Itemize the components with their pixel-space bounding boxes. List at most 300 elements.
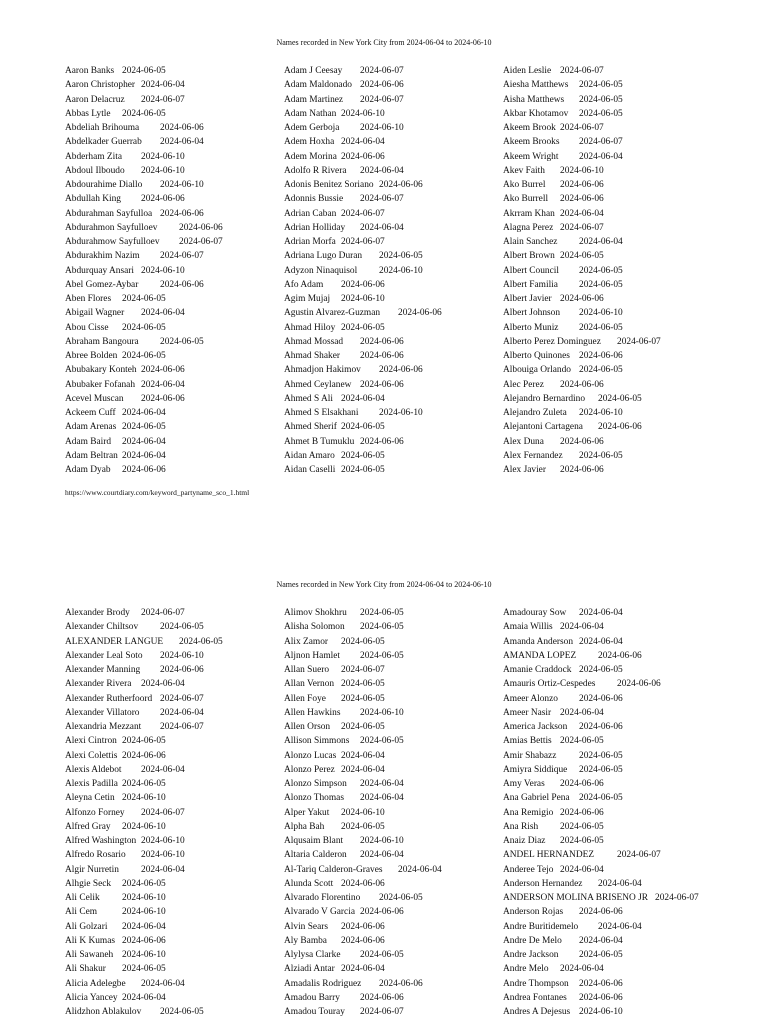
- record-date: 2024-06-10: [560, 165, 604, 176]
- name-entry: [503, 891, 721, 905]
- record-date: 2024-06-05: [360, 608, 404, 618]
- record-date: 2024-06-06: [360, 379, 404, 390]
- name-entry: [65, 378, 283, 392]
- person-name: Aaron Banks: [65, 66, 115, 76]
- person-name: Akev Faith: [503, 165, 545, 176]
- name-entry: [65, 877, 283, 891]
- name-entry: [65, 606, 283, 620]
- record-date: 2024-06-07: [560, 66, 604, 76]
- person-name: Adrian Holliday: [284, 222, 346, 233]
- person-name: Adyzon Ninaquisol: [284, 265, 358, 276]
- person-name: Albouiga Orlando: [503, 365, 571, 376]
- names-column-2: [284, 606, 502, 1019]
- record-date: 2024-06-04: [579, 636, 623, 647]
- record-date: 2024-06-04: [141, 308, 185, 319]
- person-name: Amadalis Rodriguez: [284, 978, 362, 989]
- person-name: Alexander Villatoro: [65, 707, 140, 718]
- person-name: Albert Javier: [503, 294, 552, 304]
- name-entry: [503, 278, 721, 292]
- name-entry: [503, 164, 721, 178]
- person-name: Amanie Craddock: [503, 665, 572, 675]
- name-entry: [65, 777, 283, 791]
- record-date: 2024-06-06: [579, 978, 623, 989]
- record-date: 2024-06-04: [341, 964, 385, 975]
- name-entry: [503, 93, 721, 107]
- record-date: 2024-06-06: [360, 907, 404, 918]
- record-date: 2024-06-06: [179, 222, 223, 233]
- name-entry: [284, 606, 502, 620]
- record-date: 2024-06-05: [122, 779, 166, 789]
- record-date: 2024-06-06: [141, 393, 185, 404]
- record-date: 2024-06-04: [341, 764, 385, 775]
- name-entry: [284, 178, 502, 192]
- person-name: Albert Council: [503, 265, 559, 276]
- record-date: 2024-06-04: [122, 436, 166, 447]
- record-date: 2024-06-05: [579, 108, 623, 119]
- record-date: 2024-06-04: [360, 165, 404, 176]
- person-name: Alonzo Lucas: [284, 750, 337, 761]
- name-entry: [65, 64, 283, 78]
- name-entry: [503, 292, 721, 306]
- name-entry: [65, 834, 283, 848]
- person-name: Al-Tariq Calderon-Graves: [284, 864, 383, 875]
- record-date: 2024-06-06: [360, 80, 404, 91]
- person-name: AMANDA LOPEZ: [503, 650, 577, 661]
- record-date: 2024-06-06: [341, 279, 385, 290]
- person-name: Ahmed Sherif: [284, 422, 337, 433]
- record-date: 2024-06-07: [655, 893, 699, 903]
- person-name: Alfonzo Forney: [65, 807, 125, 818]
- name-entry: [284, 93, 502, 107]
- record-date: 2024-06-05: [579, 450, 623, 461]
- record-date: 2024-06-06: [360, 351, 404, 361]
- person-name: Ackeem Cuff: [65, 408, 116, 418]
- record-date: 2024-06-07: [160, 693, 204, 704]
- record-date: 2024-06-04: [141, 379, 185, 390]
- page-title: Names recorded in New York City from 2024-06-04 to 2024-06-10: [276, 580, 492, 589]
- person-name: Alix Zamor: [284, 636, 329, 647]
- name-entry: [284, 620, 502, 634]
- name-entry: [503, 948, 721, 962]
- record-date: 2024-06-05: [360, 950, 404, 960]
- names-column-3: [503, 606, 721, 1019]
- person-name: Alagna Perez: [503, 222, 554, 233]
- person-name: Alain Sanchez: [503, 237, 558, 247]
- record-date: 2024-06-04: [360, 779, 404, 789]
- record-date: 2024-06-10: [341, 807, 385, 818]
- name-entry: [503, 663, 721, 677]
- name-entry: [503, 463, 721, 477]
- record-date: 2024-06-07: [179, 237, 223, 247]
- name-entry: [503, 791, 721, 805]
- record-date: 2024-06-04: [122, 992, 166, 1003]
- record-date: 2024-06-05: [341, 465, 385, 475]
- person-name: Adam Nathan: [284, 108, 337, 119]
- record-date: 2024-06-07: [160, 722, 204, 732]
- record-date: 2024-06-06: [579, 907, 623, 918]
- name-entry: [503, 64, 721, 78]
- record-date: 2024-06-05: [379, 251, 423, 262]
- person-name: Amauris Ortiz-Cespedes: [503, 679, 596, 690]
- person-name: Ana Rish: [503, 821, 539, 832]
- person-name: Abigail Wagner: [65, 308, 125, 319]
- record-date: 2024-06-05: [122, 736, 166, 747]
- person-name: Ali Sawaneh: [65, 950, 114, 960]
- person-name: Alexander Brody: [65, 608, 130, 618]
- record-date: 2024-06-10: [579, 1007, 623, 1017]
- person-name: Amir Shabazz: [503, 750, 557, 761]
- person-name: Alfred Washington: [65, 836, 137, 846]
- person-name: Ali Cem: [65, 907, 98, 918]
- person-name: Andre Buritidemelo: [503, 921, 579, 932]
- name-entry: [284, 321, 502, 335]
- names-column-1: [65, 64, 283, 477]
- name-entry: [65, 962, 283, 976]
- name-entry: [65, 763, 283, 777]
- record-date: 2024-06-05: [379, 893, 423, 903]
- person-name: Abubaker Fofanah: [65, 379, 136, 390]
- record-date: 2024-06-04: [141, 978, 185, 989]
- person-name: Aidan Caselli: [284, 465, 336, 475]
- person-name: Algir Nurretin: [65, 864, 119, 875]
- name-entry: [503, 920, 721, 934]
- person-name: Alejantoni Cartagena: [503, 422, 583, 433]
- name-entry: [65, 435, 283, 449]
- name-entry: [503, 178, 721, 192]
- name-entry: [503, 620, 721, 634]
- record-date: 2024-06-06: [579, 351, 623, 361]
- person-name: Abdurahmow Sayfulloev: [65, 237, 160, 247]
- name-entry: [284, 278, 502, 292]
- record-date: 2024-06-04: [360, 793, 404, 804]
- name-entry: [65, 891, 283, 905]
- record-date: 2024-06-05: [122, 964, 166, 975]
- record-date: 2024-06-04: [141, 764, 185, 775]
- name-entry: [65, 150, 283, 164]
- record-date: 2024-06-04: [560, 864, 604, 875]
- name-entry: [65, 934, 283, 948]
- record-date: 2024-06-06: [560, 436, 604, 447]
- person-name: Alexandria Mezzant: [65, 722, 142, 732]
- person-name: Adam Beltran: [65, 450, 118, 461]
- person-name: Aben Flores: [65, 294, 112, 304]
- name-entry: [503, 834, 721, 848]
- name-entry: [65, 948, 283, 962]
- record-date: 2024-06-05: [122, 422, 166, 433]
- person-name: Alylysa Clarke: [284, 950, 341, 960]
- person-name: Amanda Anderson: [503, 636, 574, 647]
- name-entry: [65, 720, 283, 734]
- record-date: 2024-06-06: [360, 336, 404, 347]
- record-date: 2024-06-05: [598, 393, 642, 404]
- record-date: 2024-06-06: [122, 935, 166, 946]
- name-entry: [503, 264, 721, 278]
- name-entry: [503, 435, 721, 449]
- record-date: 2024-06-06: [598, 650, 642, 661]
- person-name: Adrian Caban: [284, 208, 337, 219]
- name-entry: [284, 991, 502, 1005]
- person-name: Alexander Rivera: [65, 679, 132, 690]
- person-name: Ameer Nasir: [503, 707, 552, 718]
- record-date: 2024-06-04: [360, 222, 404, 233]
- record-date: 2024-06-05: [341, 679, 385, 690]
- record-date: 2024-06-10: [122, 821, 166, 832]
- name-entry: [503, 749, 721, 763]
- record-date: 2024-06-10: [141, 265, 185, 276]
- person-name: Adonnis Bussie: [284, 194, 344, 205]
- name-entry: [503, 392, 721, 406]
- name-entry: [503, 306, 721, 320]
- record-date: 2024-06-06: [160, 279, 204, 290]
- name-entry: [65, 321, 283, 335]
- record-date: 2024-06-05: [122, 322, 166, 333]
- name-entry: [65, 78, 283, 92]
- record-date: 2024-06-05: [560, 821, 604, 832]
- person-name: Alvarado V Garcia: [284, 907, 355, 918]
- record-date: 2024-06-06: [141, 365, 185, 376]
- record-date: 2024-06-06: [160, 123, 204, 133]
- person-name: Akbar Khotamov: [503, 108, 569, 119]
- name-entry: [284, 64, 502, 78]
- name-entry: [284, 905, 502, 919]
- person-name: Abdullah King: [65, 194, 121, 205]
- person-name: Alfredo Rosario: [65, 850, 126, 861]
- person-name: ANDERSON MOLINA BRISENO JR: [503, 893, 649, 903]
- name-entry: [503, 321, 721, 335]
- person-name: Andre Thompson: [503, 978, 569, 989]
- record-date: 2024-06-04: [141, 80, 185, 91]
- record-date: 2024-06-10: [122, 893, 166, 903]
- person-name: Alfred Gray: [65, 821, 111, 832]
- person-name: Abou Cisse: [65, 322, 109, 333]
- name-entry: [284, 249, 502, 263]
- record-date: 2024-06-06: [360, 992, 404, 1003]
- record-date: 2024-06-05: [122, 294, 166, 304]
- person-name: ANDEL HERNANDEZ: [503, 850, 595, 861]
- name-entry: [65, 863, 283, 877]
- record-date: 2024-06-10: [122, 950, 166, 960]
- name-entry: [65, 292, 283, 306]
- record-date: 2024-06-07: [560, 123, 604, 133]
- name-entry: [503, 720, 721, 734]
- name-entry: [503, 677, 721, 691]
- person-name: Anderson Rojas: [503, 907, 564, 918]
- record-date: 2024-06-05: [179, 636, 223, 647]
- record-date: 2024-06-05: [360, 736, 404, 747]
- person-name: Alexis Aldebot: [65, 764, 122, 775]
- person-name: Andre Jackson: [503, 950, 559, 960]
- name-entry: [503, 649, 721, 663]
- person-name: Alicia Yancey: [65, 992, 118, 1003]
- person-name: Albert Brown: [503, 251, 555, 262]
- person-name: Alpha Bah: [284, 821, 325, 832]
- person-name: Amias Bettis: [503, 736, 552, 747]
- record-date: 2024-06-10: [341, 294, 385, 304]
- record-date: 2024-06-10: [141, 165, 185, 176]
- name-entry: [65, 649, 283, 663]
- name-entry: [503, 734, 721, 748]
- person-name: Akrram Khan: [503, 208, 555, 219]
- record-date: 2024-06-06: [398, 308, 442, 319]
- name-entry: [284, 221, 502, 235]
- name-entry: [65, 192, 283, 206]
- record-date: 2024-06-05: [579, 950, 623, 960]
- person-name: Anderson Hernandez: [503, 878, 583, 889]
- record-date: 2024-06-06: [160, 665, 204, 675]
- person-name: Abdeliah Brihouma: [65, 123, 140, 133]
- record-date: 2024-06-05: [160, 622, 204, 633]
- record-date: 2024-06-04: [598, 921, 642, 932]
- person-name: Allan Suero: [284, 665, 330, 675]
- record-date: 2024-06-06: [560, 779, 604, 789]
- name-entry: [503, 135, 721, 149]
- name-entry: [503, 420, 721, 434]
- person-name: Allen Orson: [284, 722, 331, 732]
- record-date: 2024-06-04: [560, 707, 604, 718]
- person-name: Amadou Touray: [284, 1007, 345, 1017]
- record-date: 2024-06-06: [379, 365, 423, 376]
- person-name: Adrian Morfa: [284, 237, 336, 247]
- record-date: 2024-06-05: [122, 351, 166, 361]
- record-date: 2024-06-06: [617, 679, 661, 690]
- name-entry: [65, 93, 283, 107]
- name-entry: [65, 121, 283, 135]
- person-name: Afo Adam: [284, 279, 324, 290]
- record-date: 2024-06-06: [560, 294, 604, 304]
- name-entry: [284, 948, 502, 962]
- person-name: Adolfo R Rivera: [284, 165, 347, 176]
- person-name: Andres A Dejesus: [503, 1007, 571, 1017]
- source-url: https://www.courtdiary.com/keyword_partyname_sco_1.html: [65, 488, 250, 497]
- record-date: 2024-06-10: [341, 108, 385, 119]
- person-name: Alziadi Antar: [284, 964, 335, 975]
- person-name: Aaron Delacruz: [65, 94, 125, 105]
- name-entry: [503, 406, 721, 420]
- name-entry: [503, 777, 721, 791]
- person-name: Allen Foye: [284, 693, 326, 704]
- person-name: Adam Arenas: [65, 422, 117, 433]
- record-date: 2024-06-06: [379, 978, 423, 989]
- record-date: 2024-06-04: [398, 864, 442, 875]
- person-name: Albert Johnson: [503, 308, 561, 319]
- name-entry: [503, 207, 721, 221]
- name-entry: [503, 692, 721, 706]
- person-name: Alberto Perez Dominguez: [503, 336, 601, 347]
- person-name: Ameer Alonzo: [503, 693, 558, 704]
- record-date: 2024-06-05: [360, 650, 404, 661]
- person-name: Alejandro Zuleta: [503, 408, 567, 418]
- person-name: Albert Familia: [503, 279, 558, 290]
- record-date: 2024-06-07: [160, 251, 204, 262]
- person-name: Alejandro Bernardino: [503, 393, 586, 404]
- name-entry: [65, 706, 283, 720]
- person-name: Alexander Chiltsov: [65, 622, 139, 633]
- record-date: 2024-06-04: [341, 750, 385, 761]
- name-entry: [503, 335, 721, 349]
- person-name: Alonzo Thomas: [284, 793, 344, 804]
- record-date: 2024-06-10: [141, 151, 185, 162]
- record-date: 2024-06-07: [141, 94, 185, 105]
- person-name: Alec Perez: [503, 379, 544, 390]
- name-entry: [503, 905, 721, 919]
- name-entry: [65, 820, 283, 834]
- record-date: 2024-06-10: [579, 308, 623, 319]
- person-name: Abraham Bangoura: [65, 336, 139, 347]
- person-name: Acevel Muscan: [65, 393, 124, 404]
- record-date: 2024-06-07: [341, 237, 385, 247]
- name-entry: [284, 635, 502, 649]
- person-name: Andre De Melo: [503, 935, 562, 946]
- record-date: 2024-06-04: [560, 208, 604, 219]
- person-name: Allan Vernon: [284, 679, 335, 690]
- record-date: 2024-06-07: [617, 336, 661, 347]
- person-name: Alexander Manning: [65, 665, 141, 675]
- record-date: 2024-06-05: [579, 793, 623, 804]
- name-entry: [65, 164, 283, 178]
- person-name: America Jackson: [503, 722, 568, 732]
- name-entry: [65, 620, 283, 634]
- record-date: 2024-06-04: [160, 707, 204, 718]
- person-name: Akeem Wright: [503, 151, 559, 162]
- person-name: Alex Javier: [503, 465, 546, 475]
- person-name: Amaia Willis: [503, 622, 553, 633]
- name-entry: [503, 221, 721, 235]
- name-entry: [65, 905, 283, 919]
- person-name: Abdelkader Guerrab: [65, 137, 142, 148]
- record-date: 2024-06-07: [360, 1007, 404, 1017]
- name-entry: [65, 135, 283, 149]
- person-name: Alper Yakut: [284, 807, 330, 818]
- record-date: 2024-06-05: [360, 622, 404, 633]
- person-name: Allison Simmons: [284, 736, 350, 747]
- person-name: Alberto Quinones: [503, 351, 570, 361]
- name-entry: [284, 734, 502, 748]
- names-column-1: [65, 606, 283, 1019]
- record-date: 2024-06-06: [560, 807, 604, 818]
- person-name: Aly Bamba: [284, 935, 327, 946]
- person-name: Alqusaim Blant: [284, 836, 344, 846]
- record-date: 2024-06-05: [560, 736, 604, 747]
- record-date: 2024-06-10: [160, 650, 204, 661]
- name-entry: [503, 806, 721, 820]
- person-name: Abdourahime Diallo: [65, 180, 143, 190]
- record-date: 2024-06-10: [122, 907, 166, 918]
- record-date: 2024-06-07: [360, 94, 404, 105]
- name-entry: [65, 221, 283, 235]
- name-entry: [503, 349, 721, 363]
- record-date: 2024-06-05: [122, 66, 166, 76]
- person-name: Abel Gomez-Aybar: [65, 279, 139, 290]
- person-name: Abdoul Ilboudo: [65, 165, 125, 176]
- person-name: Aisha Matthews: [503, 94, 565, 105]
- name-entry: [503, 877, 721, 891]
- record-date: 2024-06-06: [579, 722, 623, 732]
- person-name: Andrea Fontanes: [503, 992, 567, 1003]
- name-entry: [65, 249, 283, 263]
- name-entry: [284, 292, 502, 306]
- page-title: Names recorded in New York City from 2024-06-04 to 2024-06-10: [276, 38, 492, 47]
- person-name: Ahmed S Ali: [284, 393, 333, 404]
- names-column-2: [284, 64, 502, 477]
- record-date: 2024-06-05: [160, 1007, 204, 1017]
- record-date: 2024-06-04: [160, 137, 204, 148]
- person-name: Amadou Barry: [284, 992, 340, 1003]
- name-entry: [503, 820, 721, 834]
- record-date: 2024-06-04: [598, 878, 642, 889]
- person-name: Aaron Christopher: [65, 80, 136, 91]
- name-entry: [65, 791, 283, 805]
- name-entry: [503, 378, 721, 392]
